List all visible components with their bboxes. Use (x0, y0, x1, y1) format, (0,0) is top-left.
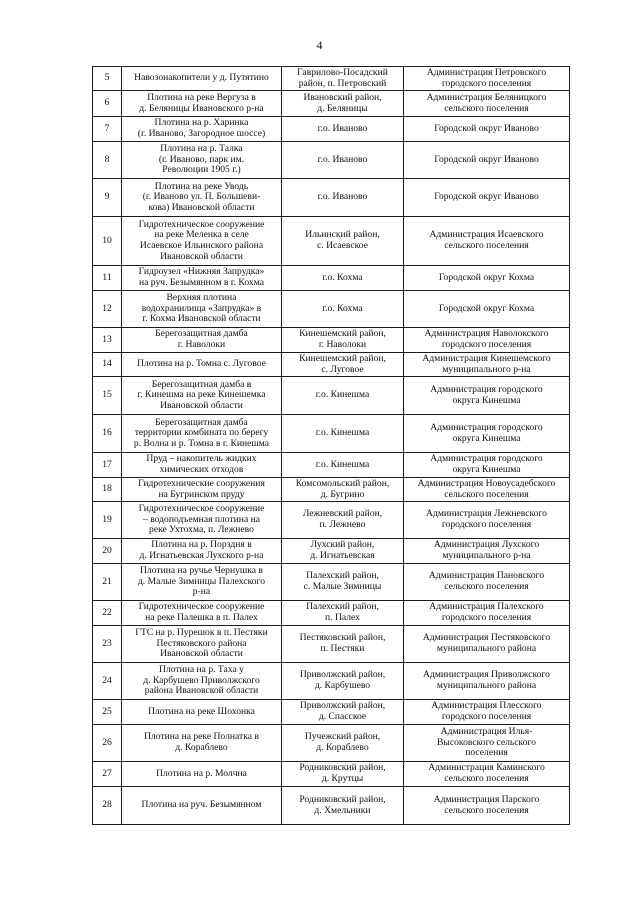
structure-name: Гидротехническое сооружение – водоподъемная плотина на реке Ухтохма, п. Лежнево (122, 502, 282, 539)
structure-location: Палехский район, с. Малые Зимницы (282, 564, 404, 601)
row-number: 14 (93, 353, 122, 377)
row-number: 25 (93, 700, 122, 725)
structure-location: г.о. Кохма (282, 266, 404, 291)
table-row (93, 91, 570, 117)
row-number: 6 (93, 91, 122, 117)
responsible-administration: Администрация Приволжского муниципального района (404, 663, 570, 700)
row-number: 22 (93, 601, 122, 626)
structure-name: Плотина на реке Шохонка (122, 700, 282, 725)
row-number: 16 (93, 415, 122, 453)
structure-location: Лухский район, д. Игнатьевская (282, 539, 404, 564)
structure-name: Гидротехническое сооружение на реке Меленка в селе Исаевское Ильинского района Ивановской области (122, 217, 282, 266)
responsible-administration: Городской округ Иваново (404, 179, 570, 217)
structure-name: Плотина на р. Талка (г. Иваново, парк им. Революции 1905 г.) (122, 142, 282, 179)
responsible-administration: Администрация Пановского сельского поселения (404, 564, 570, 601)
responsible-administration: Администрация городского округа Кинешма (404, 377, 570, 415)
hydraulic-structures-table (92, 66, 570, 825)
structure-location: Лежневский район, п. Лежнево (282, 502, 404, 539)
structure-location: г.о. Кинешма (282, 453, 404, 478)
row-number: 7 (93, 117, 122, 142)
structure-name: Гидротехнические сооружения на Бугринском пруду (122, 478, 282, 502)
structure-location: Комсомольский район, д. Бугрино (282, 478, 404, 502)
structure-name: Пруд – накопитель жидких химических отходов (122, 453, 282, 478)
table-row (93, 328, 570, 353)
structure-name: ГТС на р. Пурешок в п. Пестяки Пестяковского района Ивановской области (122, 626, 282, 663)
structure-name: Плотина на р. Молчна (122, 762, 282, 787)
row-number: 11 (93, 266, 122, 291)
structure-name: Плотина на реке Полнатка в д. Кораблево (122, 725, 282, 762)
table-row (93, 502, 570, 539)
responsible-administration: Администрация Пестяковского муниципального района (404, 626, 570, 663)
structure-location: г.о. Кинешма (282, 377, 404, 415)
table-row (93, 291, 570, 328)
table-row (93, 266, 570, 291)
responsible-administration: Администрация Петровского городского поселения (404, 67, 570, 91)
structure-name: Гидротехническое сооружение на реке Палешка в п. Палех (122, 601, 282, 626)
structure-name: Плотина на ручье Чернушка в д. Малые Зимницы Палехского р-на (122, 564, 282, 601)
table-row (93, 453, 570, 478)
structure-name: Навозонакопители у д. Путятино (122, 67, 282, 91)
row-number: 8 (93, 142, 122, 179)
row-number: 12 (93, 291, 122, 328)
structure-location: Родниковский район, д. Крутцы (282, 762, 404, 787)
responsible-administration: Городской округ Иваново (404, 142, 570, 179)
structure-location: Ивановский район, д. Беляницы (282, 91, 404, 117)
responsible-administration: Администрация Беляницкого сельского поселения (404, 91, 570, 117)
structure-name: Плотина на р. Порздня в д. Игнатьевская Лухского р-на (122, 539, 282, 564)
structure-location: Гаврилово-Посадский район, п. Петровский (282, 67, 404, 91)
structure-location: Ильинский район, с. Исаевское (282, 217, 404, 266)
structure-name: Плотина на р. Таха у д. Карбушево Приволжского района Ивановской области (122, 663, 282, 700)
row-number: 17 (93, 453, 122, 478)
responsible-administration: Администрация Каминского сельского поселения (404, 762, 570, 787)
structure-location: Родниковский район, д. Хмельники (282, 787, 404, 825)
structure-location: Кинешемский район, г. Наволоки (282, 328, 404, 353)
row-number: 26 (93, 725, 122, 762)
structure-location: г.о. Кинешма (282, 415, 404, 453)
table-row (93, 626, 570, 663)
table-row (93, 142, 570, 179)
row-number: 5 (93, 67, 122, 91)
row-number: 10 (93, 217, 122, 266)
table-row (93, 478, 570, 502)
table-row (93, 700, 570, 725)
structure-name: Берегозащитная дамба территории комбината по берегу р. Волна и р. Томна в г. Кинешма (122, 415, 282, 453)
structure-location: Приволжский район, д. Карбушево (282, 663, 404, 700)
table-row (93, 415, 570, 453)
structure-name: Верхняя плотина водохранилища «Запрудка» в г. Кохма Ивановской области (122, 291, 282, 328)
structure-location: г.о. Кохма (282, 291, 404, 328)
table-row (93, 787, 570, 825)
row-number: 18 (93, 478, 122, 502)
responsible-administration: Администрация Новоусадебского сельского поселения (404, 478, 570, 502)
responsible-administration: Администрация Илья- Высоковского сельского поселения (404, 725, 570, 762)
structure-name: Плотина на р. Томна с. Луговое (122, 353, 282, 377)
row-number: 23 (93, 626, 122, 663)
table-row (93, 601, 570, 626)
responsible-administration: Городской округ Иваново (404, 117, 570, 142)
responsible-administration: Администрация Лежневского городского поселения (404, 502, 570, 539)
table-row (93, 117, 570, 142)
structure-location: Кинешемский район, с. Луговое (282, 353, 404, 377)
structure-name: Плотина на реке Вергуза в д. Беляницы Ивановского р-на (122, 91, 282, 117)
structure-name: Плотина на р. Харинка (г. Иваново, Загородное шоссе) (122, 117, 282, 142)
row-number: 27 (93, 762, 122, 787)
table-row (93, 539, 570, 564)
table-row (93, 725, 570, 762)
page-number: 4 (316, 38, 323, 52)
structure-name: Гидроузел «Нижняя Запрудка» на руч. Безымянном в г. Кохма (122, 266, 282, 291)
responsible-administration: Администрация городского округа Кинешма (404, 415, 570, 453)
table-row (93, 179, 570, 217)
row-number: 15 (93, 377, 122, 415)
responsible-administration: Администрация Палехского городского поселения (404, 601, 570, 626)
structure-name: Плотина на реке Уводь (г. Иваново ул. П. Большеви- кова) Ивановской области (122, 179, 282, 217)
structure-location: г.о. Иваново (282, 142, 404, 179)
structure-name: Берегозащитная дамба в г. Кинешма на реке Кинешемка Ивановской области (122, 377, 282, 415)
responsible-administration: Администрация Плесского городского поселения (404, 700, 570, 725)
responsible-administration: Администрация Наволокского городского поселения (404, 328, 570, 353)
structure-location: г.о. Иваново (282, 179, 404, 217)
table-row (93, 762, 570, 787)
responsible-administration: Администрация городского округа Кинешма (404, 453, 570, 478)
structure-location: г.о. Иваново (282, 117, 404, 142)
row-number: 20 (93, 539, 122, 564)
row-number: 9 (93, 179, 122, 217)
table-row (93, 67, 570, 91)
table-row (93, 663, 570, 700)
responsible-administration: Городской округ Кохма (404, 266, 570, 291)
table-row (93, 377, 570, 415)
table-row (93, 353, 570, 377)
row-number: 19 (93, 502, 122, 539)
structure-location: Пестяковский район, п. Пестяки (282, 626, 404, 663)
structure-location: Палехский район, п. Палех (282, 601, 404, 626)
responsible-administration: Администрация Исаевского сельского поселения (404, 217, 570, 266)
table-row (93, 217, 570, 266)
row-number: 24 (93, 663, 122, 700)
responsible-administration: Администрация Парского сельского поселения (404, 787, 570, 825)
row-number: 13 (93, 328, 122, 353)
structure-location: Приволжский район, д. Спасское (282, 700, 404, 725)
row-number: 21 (93, 564, 122, 601)
responsible-administration: Администрация Кинешемского муниципального р-на (404, 353, 570, 377)
row-number: 28 (93, 787, 122, 825)
structure-name: Плотина на руч. Безымянном (122, 787, 282, 825)
responsible-administration: Администрация Лухского муниципального р-на (404, 539, 570, 564)
structure-name: Берегозащитная дамба г. Наволоки (122, 328, 282, 353)
table-row (93, 564, 570, 601)
responsible-administration: Городской округ Кохма (404, 291, 570, 328)
structure-location: Пучежский район, д. Кораблево (282, 725, 404, 762)
